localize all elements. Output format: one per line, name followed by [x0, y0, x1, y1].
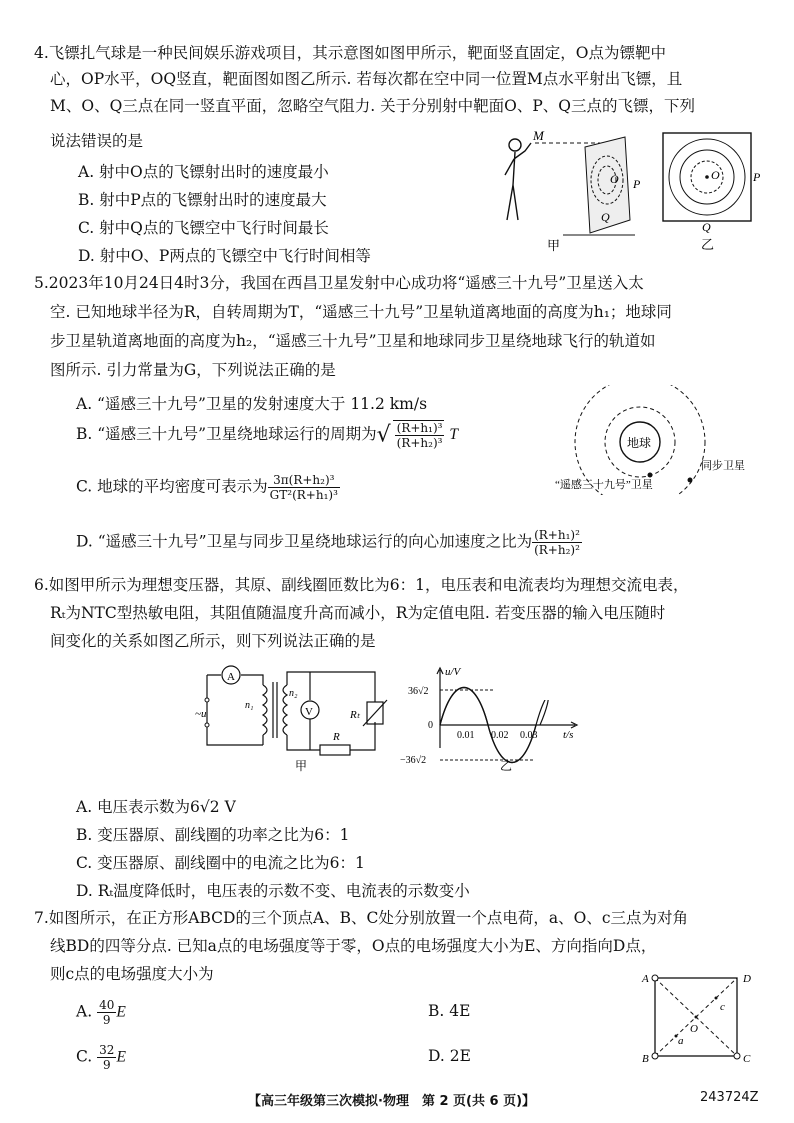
- tick-t2: 0.02: [491, 730, 509, 741]
- label-jia: 甲: [547, 238, 561, 253]
- q5-b-numerator: (R+h₁)³: [396, 421, 443, 435]
- tick-ymax: 36√2: [408, 686, 429, 697]
- label-Rt: Rₜ: [350, 709, 360, 721]
- q5-line-1: 5.2023年10月24日4时3分，我国在西昌卫星发射中心成功将“遥感三十九号”卫星送入太: [34, 274, 644, 292]
- q7-option-a: [76, 998, 126, 1027]
- q7-option-b: B. 4E: [428, 1002, 471, 1020]
- label-R: R: [333, 731, 340, 743]
- tick-zero: 0: [428, 720, 433, 731]
- label-yi-graph: 乙: [500, 759, 513, 773]
- page-footer: 【高三年级第三次模拟·物理 第 2 页(共 6 页)】: [248, 1094, 536, 1109]
- q7-a-numerator: 40: [99, 998, 115, 1012]
- q5-option-b: B. “遥感三十九号”卫星绕地球运行的周期为√ $\frac{\text{(R+h₁)³}}{\text{(R+h₂)³}}$ T: [76, 421, 459, 450]
- q5-option-c-text: C. 地球的平均密度可表示为: [76, 477, 268, 496]
- q5-option-d-text: D. “遥感三十九号”卫星与同步卫星绕地球运行的向心加速度之比为: [76, 532, 533, 551]
- label-C: C: [743, 1053, 751, 1065]
- q6-option-d: D. Rₜ温度降低时，电压表的示数不变、电流表的示数变小: [76, 882, 470, 900]
- tick-t3: 0.03: [520, 730, 538, 741]
- person-figure: [505, 139, 531, 220]
- q5-b-denominator: (R+h₂)³: [396, 436, 443, 450]
- q6-option-a: A. 电压表示数为6√2 V: [76, 798, 236, 816]
- q7-square-figure: [640, 968, 770, 1068]
- label-x-axis: t/s: [563, 729, 574, 741]
- q7-a-letter: A.: [76, 1002, 93, 1021]
- q4-line-2: 心，OP水平，OQ竖直，靶面图如图乙所示. 若每次都在空中同一位置M点水平射出飞镖，且: [50, 70, 683, 88]
- sync-satellite-icon: [688, 478, 693, 483]
- q7-line-3: 则c点的电场强度大小为: [50, 965, 214, 983]
- paper-code: 243724Z: [700, 1090, 759, 1105]
- q6-option-c: C. 变压器原、副线圈中的电流之比为6：1: [76, 854, 365, 872]
- label-O-jia: O: [610, 172, 619, 186]
- q4-line-4: 说法错误的是: [50, 132, 144, 150]
- label-y-axis: u/V: [445, 666, 461, 678]
- label-O-yi: O: [711, 168, 720, 182]
- label-yaogan: “遥感三十九号”卫星: [555, 479, 653, 491]
- q4-figure: [485, 125, 775, 255]
- label-P-jia: P: [633, 177, 641, 191]
- label-O: O: [690, 1023, 698, 1035]
- tick-t1: 0.01: [457, 730, 475, 741]
- label-yi: 乙: [701, 237, 715, 252]
- ammeter-icon: A: [227, 671, 235, 683]
- q5-orbit-figure: [555, 385, 775, 495]
- q7-c-numerator: 32: [99, 1043, 115, 1057]
- q4-line-3: M、O、Q三点在同一竖直平面，忽略空气阻力. 关于分别射中靶面O、P、Q三点的飞镖，下列: [50, 97, 695, 115]
- label-c: c: [720, 1001, 725, 1013]
- q6-line-3: 间变化的关系如图乙所示，则下列说法正确的是: [50, 632, 376, 650]
- q7-c-letter: C.: [76, 1047, 93, 1066]
- q4-option-d: D. 射中O、P两点的飞镖空中飞行时间相等: [78, 247, 371, 265]
- q6-circuit-figure: [195, 660, 615, 775]
- label-a: a: [678, 1035, 684, 1047]
- q5-option-d: [76, 528, 582, 557]
- label-A: A: [642, 973, 649, 985]
- q5-option-a: A. “遥感三十九号”卫星的发射速度大于 11.2 km/s: [76, 395, 428, 413]
- q6-line-1: 6.如图甲所示为理想变压器，其原、副线圈匝数比为6：1，电压表和电流表均为理想交流电表，: [34, 576, 689, 594]
- label-n1: n₁: [245, 700, 254, 711]
- label-P-yi: P: [753, 170, 761, 184]
- q5-option-b-text: B. “遥感三十九号”卫星绕地球运行的周期为: [76, 425, 377, 443]
- label-sync: 同步卫星: [701, 460, 745, 472]
- q7-a-E: E: [116, 1003, 126, 1021]
- voltmeter-icon: V: [305, 706, 313, 718]
- label-M: M: [533, 128, 544, 143]
- label-jia-circuit: 甲: [295, 759, 308, 773]
- tick-ymin: −36√2: [400, 755, 427, 766]
- q4-option-c: C. 射中Q点的飞镖空中飞行时间最长: [78, 219, 329, 237]
- q4-line-1: 4.飞镖扎气球是一种民间娱乐游戏项目，其示意图如图甲所示，靶面竖直固定，O点为镖靶中: [34, 44, 666, 62]
- label-D: D: [743, 973, 751, 985]
- label-source-u: ~u: [195, 708, 207, 720]
- q5-line-4: 图所示. 引力常量为G，下列说法正确的是: [50, 361, 336, 379]
- q7-c-denominator: 9: [102, 1058, 111, 1072]
- q6-line-2: Rₜ为NTC型热敏电阻，其阻值随温度升高而减小，R为定值电阻. 若变压器的输入电压随时: [50, 604, 666, 622]
- q7-c-E: E: [116, 1048, 126, 1066]
- q5-b-T: T: [449, 426, 459, 443]
- q7-a-denominator: 9: [102, 1013, 111, 1027]
- label-B: B: [642, 1053, 649, 1065]
- q7-option-d: D. 2E: [428, 1047, 471, 1065]
- label-earth: 地球: [627, 436, 652, 450]
- q5-option-c: [76, 473, 340, 502]
- yaogan-satellite-icon: [648, 473, 653, 478]
- q6-option-b: B. 变压器原、副线圈的功率之比为6：1: [76, 826, 350, 844]
- q7-line-2: 线BD的四等分点. 已知a点的电场强度等于零，O点的电场强度大小为E、方向指向D点，: [50, 937, 657, 955]
- q7-line-1: 7.如图所示，在正方形ABCD的三个顶点A、B、C处分别放置一个点电荷，a、O、c三点为对角: [34, 909, 689, 927]
- q4-option-a: A. 射中O点的飞镖射出时的速度最小: [78, 163, 329, 181]
- label-Q-jia: Q: [601, 210, 610, 224]
- q7-option-c: [76, 1043, 126, 1072]
- q4-option-b: B. 射中P点的飞镖射出时的速度最大: [78, 191, 327, 209]
- q5-c-numerator: 3π(R+h₂)³: [268, 473, 340, 488]
- q5-d-denominator: (R+h₂)²: [534, 543, 580, 557]
- label-Q-yi: Q: [702, 220, 711, 234]
- q5-c-denominator: GT²(R+h₁)³: [269, 488, 338, 502]
- q5-d-numerator: (R+h₁)²: [534, 528, 580, 542]
- dartboard-front: [663, 133, 751, 221]
- q5-line-2: 空. 已知地球半径为R，自转周期为T，“遥感三十九号”卫星轨道离地面的高度为h₁；地球同: [50, 303, 672, 321]
- label-n2: n₂: [289, 688, 298, 699]
- q5-line-3: 步卫星轨道离地面的高度为h₂，“遥感三十九号”卫星和地球同步卫星绕地球飞行的轨道如: [50, 332, 656, 350]
